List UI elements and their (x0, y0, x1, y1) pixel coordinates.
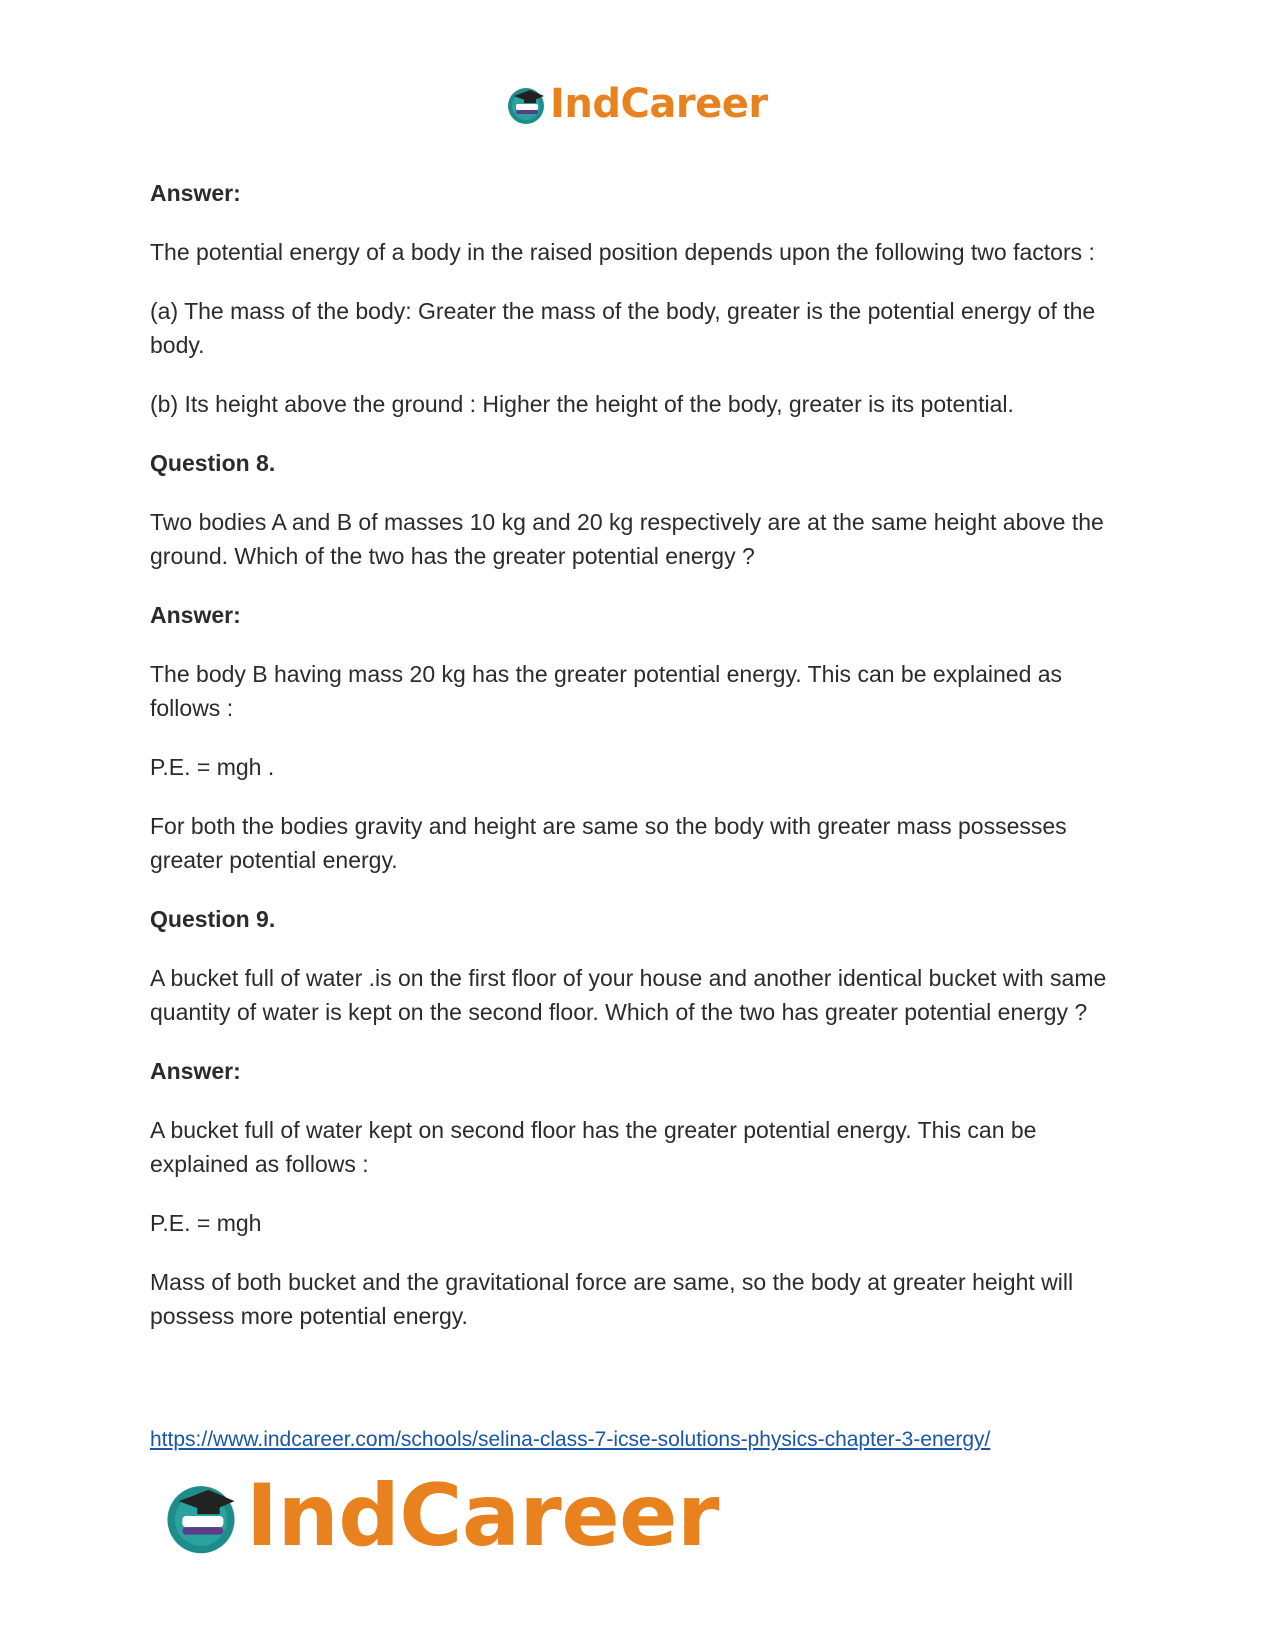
footer-logo-text: IndCareer (246, 1466, 719, 1566)
footer-logo (160, 1468, 719, 1564)
section-heading: Question 8. (150, 450, 276, 476)
source-link[interactable]: https://www.indcareer.com/schools/selina-class-7-icse-solutions-physics-chapter-3-energy/ (150, 1428, 991, 1451)
paragraph: (a) The mass of the body: Greater the mass of the body, greater is the potential energy of the body. (150, 298, 1096, 358)
graduation-globe-icon (160, 1475, 242, 1557)
paragraph: Mass of both bucket and the gravitational force are same, so the body at greater height will possess more potential energy. (150, 1269, 1074, 1329)
header-logo (504, 80, 768, 128)
paragraph: The body B having mass 20 kg has the greater potential energy. This can be explained as follows : (150, 661, 1063, 721)
header-logo-text: IndCareer (550, 81, 768, 127)
paragraph: For both the bodies gravity and height are same so the body with greater mass possesses greater potential energy. (150, 813, 1067, 873)
section-heading: Answer: (150, 602, 241, 628)
paragraph: P.E. = mgh (150, 1210, 262, 1236)
paragraph: (b) Its height above the ground : Higher the height of the body, greater is its potential. (150, 391, 1014, 417)
section-heading: Answer: (150, 180, 241, 206)
section-heading: Question 9. (150, 906, 276, 932)
paragraph: P.E. = mgh . (150, 754, 275, 780)
paragraph: Two bodies A and B of masses 10 kg and 20 kg respectively are at the same height above the ground. Which of the two has the greater potential energy ? (150, 509, 1104, 569)
paragraph: A bucket full of water kept on second floor has the greater potential energy. This can be explained as follows : (150, 1117, 1037, 1177)
section-heading: Answer: (150, 1058, 241, 1084)
graduation-globe-icon (504, 82, 548, 126)
paragraph: The potential energy of a body in the raised position depends upon the following two factors : (150, 239, 1095, 265)
paragraph: A bucket full of water .is on the first floor of your house and another identical bucket with same quantity of water is kept on the second floor. Which of the two has greater potential energy ? (150, 965, 1107, 1025)
document-body (150, 176, 1120, 1358)
